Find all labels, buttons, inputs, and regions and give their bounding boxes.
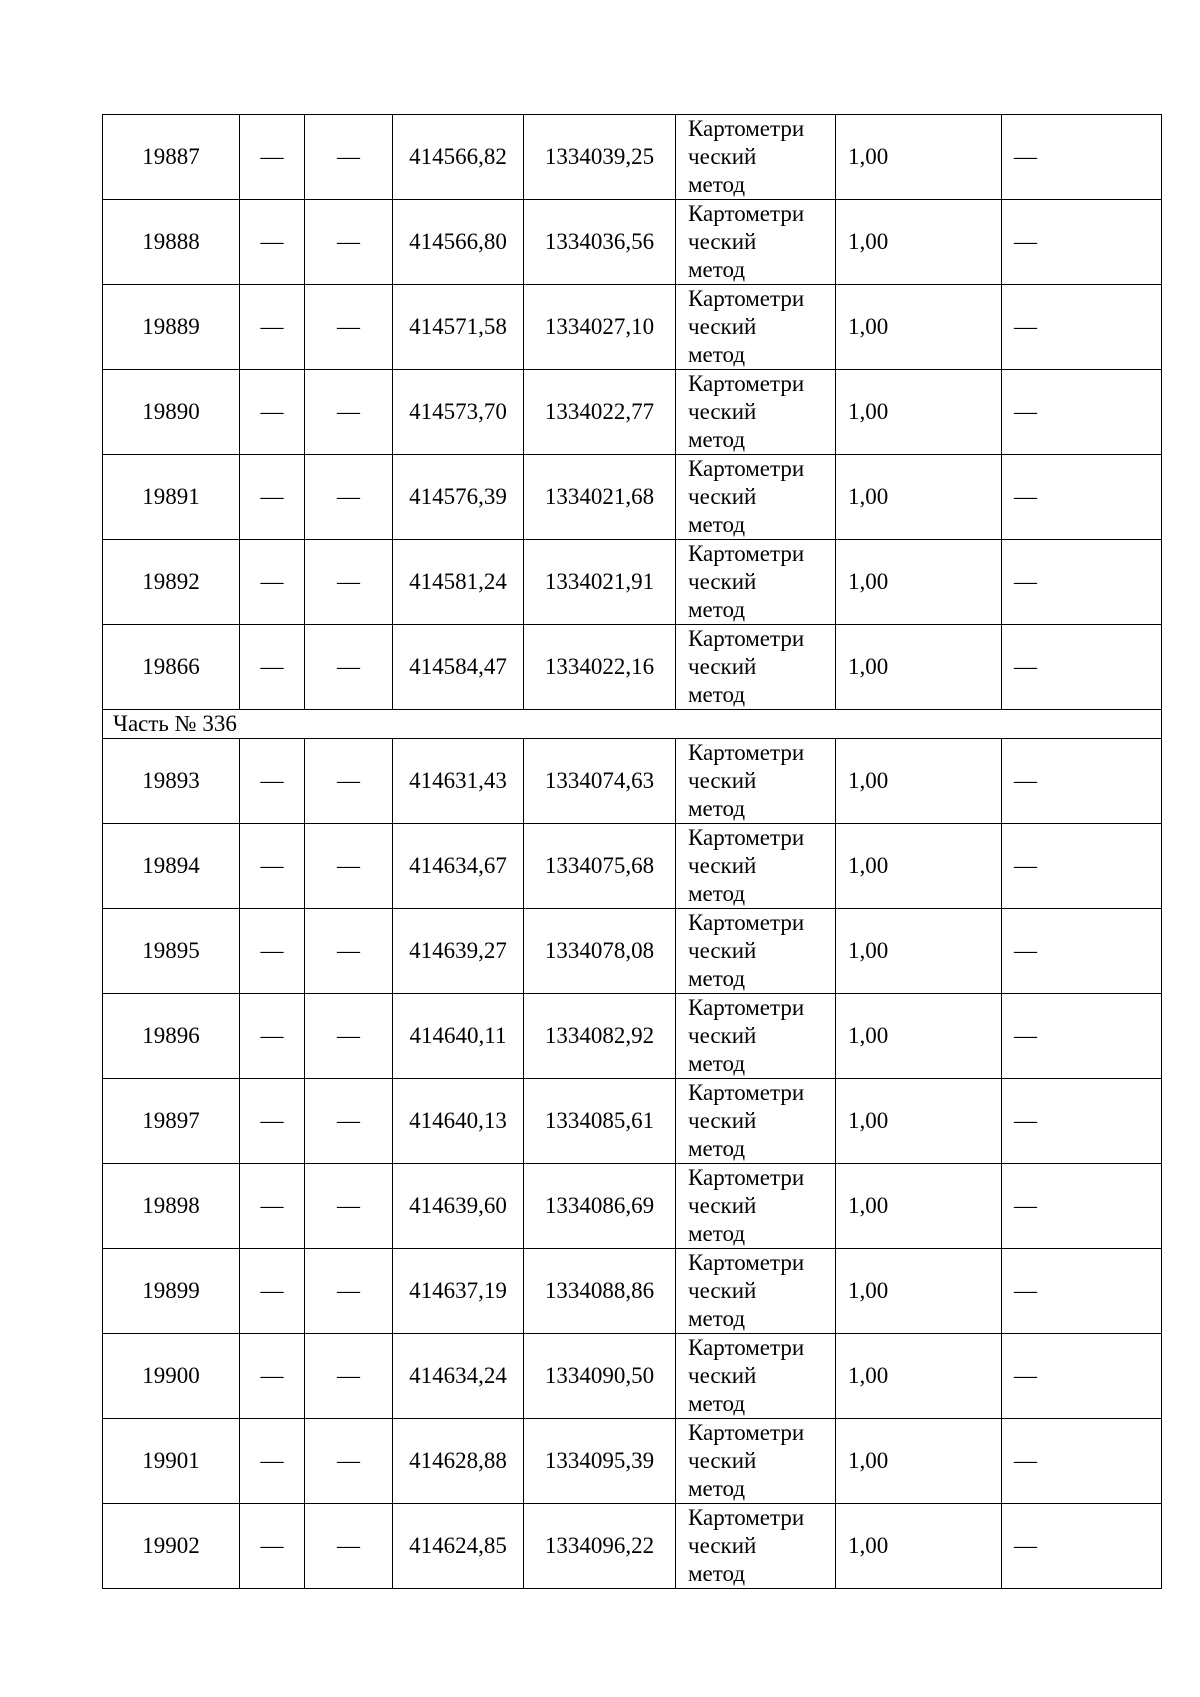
coordinates-table xyxy=(102,114,1162,1589)
y-coordinate: 1334022,77 xyxy=(524,370,676,455)
dash-cell: — xyxy=(305,1079,393,1164)
dash-cell: — xyxy=(240,994,305,1079)
dash-cell: — xyxy=(240,285,305,370)
dash-cell: — xyxy=(1002,824,1162,909)
y-coordinate: 1334021,68 xyxy=(524,455,676,540)
accuracy-value: 1,00 xyxy=(836,1079,1002,1164)
dash-cell: — xyxy=(1002,625,1162,710)
method-line: ческий xyxy=(688,399,757,424)
method-cell xyxy=(676,994,836,1079)
method-line: метод xyxy=(688,597,746,622)
accuracy-value: 1,00 xyxy=(836,1249,1002,1334)
method-line: ческий xyxy=(688,768,757,793)
accuracy-value: 1,00 xyxy=(836,909,1002,994)
dash-cell: — xyxy=(240,1164,305,1249)
dash-cell: — xyxy=(305,909,393,994)
dash-cell: — xyxy=(1002,200,1162,285)
dash-cell: — xyxy=(1002,994,1162,1079)
dash-cell: — xyxy=(305,1334,393,1419)
table-body xyxy=(103,115,1162,1589)
method-line: метод xyxy=(688,1221,746,1246)
method-line: метод xyxy=(688,881,746,906)
method-line: метод xyxy=(688,1561,746,1586)
accuracy-value: 1,00 xyxy=(836,285,1002,370)
method-cell xyxy=(676,370,836,455)
method-line: Картометри xyxy=(688,1505,805,1530)
method-line: метод xyxy=(688,172,746,197)
dash-cell: — xyxy=(305,200,393,285)
x-coordinate: 414566,80 xyxy=(393,200,524,285)
method-line: Картометри xyxy=(688,910,805,935)
method-cell xyxy=(676,1504,836,1589)
method-line: Картометри xyxy=(688,740,805,765)
y-coordinate: 1334027,10 xyxy=(524,285,676,370)
x-coordinate: 414631,43 xyxy=(393,739,524,824)
accuracy-value: 1,00 xyxy=(836,994,1002,1079)
method-line: ческий xyxy=(688,1278,757,1303)
method-line: Картометри xyxy=(688,825,805,850)
dash-cell: — xyxy=(240,455,305,540)
method-cell xyxy=(676,540,836,625)
table-row xyxy=(103,994,1162,1079)
method-line: Картометри xyxy=(688,456,805,481)
method-line: ческий xyxy=(688,1448,757,1473)
point-number: 19888 xyxy=(103,200,240,285)
table-row xyxy=(103,1249,1162,1334)
table-row xyxy=(103,739,1162,824)
dash-cell: — xyxy=(305,1419,393,1504)
method-cell xyxy=(676,909,836,994)
table-row xyxy=(103,625,1162,710)
y-coordinate: 1334090,50 xyxy=(524,1334,676,1419)
y-coordinate: 1334078,08 xyxy=(524,909,676,994)
part-title: Часть № 336 xyxy=(103,710,1162,739)
y-coordinate: 1334039,25 xyxy=(524,115,676,200)
accuracy-value: 1,00 xyxy=(836,200,1002,285)
method-cell xyxy=(676,739,836,824)
x-coordinate: 414639,27 xyxy=(393,909,524,994)
method-cell xyxy=(676,824,836,909)
method-line: Картометри xyxy=(688,626,805,651)
dash-cell: — xyxy=(1002,1164,1162,1249)
table-row xyxy=(103,1164,1162,1249)
table-row xyxy=(103,370,1162,455)
method-line: метод xyxy=(688,682,746,707)
table-row xyxy=(103,1419,1162,1504)
method-cell xyxy=(676,1164,836,1249)
y-coordinate: 1334075,68 xyxy=(524,824,676,909)
method-line: Картометри xyxy=(688,995,805,1020)
point-number: 19891 xyxy=(103,455,240,540)
accuracy-value: 1,00 xyxy=(836,1164,1002,1249)
point-number: 19898 xyxy=(103,1164,240,1249)
method-line: ческий xyxy=(688,1193,757,1218)
table-row xyxy=(103,540,1162,625)
dash-cell: — xyxy=(240,115,305,200)
y-coordinate: 1334088,86 xyxy=(524,1249,676,1334)
dash-cell: — xyxy=(240,200,305,285)
method-line: ческий xyxy=(688,314,757,339)
method-line: метод xyxy=(688,796,746,821)
dash-cell: — xyxy=(1002,1079,1162,1164)
point-number: 19901 xyxy=(103,1419,240,1504)
method-line: метод xyxy=(688,1306,746,1331)
dash-cell: — xyxy=(1002,1334,1162,1419)
method-line: Картометри xyxy=(688,1335,805,1360)
dash-cell: — xyxy=(1002,909,1162,994)
method-line: Картометри xyxy=(688,116,805,141)
accuracy-value: 1,00 xyxy=(836,1504,1002,1589)
x-coordinate: 414640,13 xyxy=(393,1079,524,1164)
point-number: 19895 xyxy=(103,909,240,994)
x-coordinate: 414581,24 xyxy=(393,540,524,625)
dash-cell: — xyxy=(240,909,305,994)
point-number: 19899 xyxy=(103,1249,240,1334)
method-line: метод xyxy=(688,966,746,991)
method-line: ческий xyxy=(688,569,757,594)
point-number: 19890 xyxy=(103,370,240,455)
y-coordinate: 1334096,22 xyxy=(524,1504,676,1589)
y-coordinate: 1334095,39 xyxy=(524,1419,676,1504)
method-line: Картометри xyxy=(688,371,805,396)
point-number: 19887 xyxy=(103,115,240,200)
accuracy-value: 1,00 xyxy=(836,115,1002,200)
method-line: Картометри xyxy=(688,201,805,226)
dash-cell: — xyxy=(305,739,393,824)
x-coordinate: 414576,39 xyxy=(393,455,524,540)
method-line: ческий xyxy=(688,144,757,169)
method-cell xyxy=(676,285,836,370)
method-line: метод xyxy=(688,1136,746,1161)
method-cell xyxy=(676,1079,836,1164)
accuracy-value: 1,00 xyxy=(836,1334,1002,1419)
method-line: ческий xyxy=(688,229,757,254)
dash-cell: — xyxy=(1002,1419,1162,1504)
method-line: метод xyxy=(688,257,746,282)
dash-cell: — xyxy=(305,824,393,909)
table-row xyxy=(103,824,1162,909)
dash-cell: — xyxy=(240,1504,305,1589)
dash-cell: — xyxy=(305,285,393,370)
point-number: 19897 xyxy=(103,1079,240,1164)
x-coordinate: 414571,58 xyxy=(393,285,524,370)
dash-cell: — xyxy=(1002,739,1162,824)
y-coordinate: 1334085,61 xyxy=(524,1079,676,1164)
method-cell xyxy=(676,1419,836,1504)
method-line: ческий xyxy=(688,853,757,878)
method-line: ческий xyxy=(688,484,757,509)
point-number: 19892 xyxy=(103,540,240,625)
method-line: Картометри xyxy=(688,1420,805,1445)
dash-cell: — xyxy=(305,1249,393,1334)
method-cell xyxy=(676,1249,836,1334)
method-line: Картометри xyxy=(688,1250,805,1275)
table-row xyxy=(103,285,1162,370)
y-coordinate: 1334036,56 xyxy=(524,200,676,285)
table-row xyxy=(103,1079,1162,1164)
accuracy-value: 1,00 xyxy=(836,1419,1002,1504)
method-line: ческий xyxy=(688,1363,757,1388)
point-number: 19902 xyxy=(103,1504,240,1589)
y-coordinate: 1334082,92 xyxy=(524,994,676,1079)
dash-cell: — xyxy=(1002,370,1162,455)
method-line: Картометри xyxy=(688,1165,805,1190)
method-line: ческий xyxy=(688,654,757,679)
table-row xyxy=(103,1334,1162,1419)
point-number: 19889 xyxy=(103,285,240,370)
point-number: 19896 xyxy=(103,994,240,1079)
y-coordinate: 1334074,63 xyxy=(524,739,676,824)
method-line: Картометри xyxy=(688,541,805,566)
dash-cell: — xyxy=(305,625,393,710)
point-number: 19866 xyxy=(103,625,240,710)
point-number: 19893 xyxy=(103,739,240,824)
accuracy-value: 1,00 xyxy=(836,824,1002,909)
method-line: метод xyxy=(688,342,746,367)
dash-cell: — xyxy=(1002,455,1162,540)
method-cell xyxy=(676,1334,836,1419)
x-coordinate: 414628,88 xyxy=(393,1419,524,1504)
accuracy-value: 1,00 xyxy=(836,455,1002,540)
dash-cell: — xyxy=(305,1164,393,1249)
dash-cell: — xyxy=(240,739,305,824)
method-line: ческий xyxy=(688,1108,757,1133)
part-header-row xyxy=(103,710,1162,739)
table-row xyxy=(103,1504,1162,1589)
x-coordinate: 414624,85 xyxy=(393,1504,524,1589)
dash-cell: — xyxy=(305,455,393,540)
dash-cell: — xyxy=(1002,1249,1162,1334)
dash-cell: — xyxy=(305,994,393,1079)
method-cell xyxy=(676,455,836,540)
x-coordinate: 414639,60 xyxy=(393,1164,524,1249)
dash-cell: — xyxy=(305,1504,393,1589)
table-row xyxy=(103,909,1162,994)
dash-cell: — xyxy=(1002,115,1162,200)
method-line: ческий xyxy=(688,938,757,963)
method-cell xyxy=(676,200,836,285)
table-row xyxy=(103,455,1162,540)
method-line: Картометри xyxy=(688,1080,805,1105)
y-coordinate: 1334086,69 xyxy=(524,1164,676,1249)
dash-cell: — xyxy=(305,540,393,625)
dash-cell: — xyxy=(240,540,305,625)
method-line: метод xyxy=(688,427,746,452)
method-line: метод xyxy=(688,512,746,537)
dash-cell: — xyxy=(240,824,305,909)
dash-cell: — xyxy=(305,115,393,200)
dash-cell: — xyxy=(240,625,305,710)
table-row xyxy=(103,115,1162,200)
method-line: ческий xyxy=(688,1023,757,1048)
method-cell xyxy=(676,625,836,710)
point-number: 19900 xyxy=(103,1334,240,1419)
x-coordinate: 414634,24 xyxy=(393,1334,524,1419)
x-coordinate: 414573,70 xyxy=(393,370,524,455)
dash-cell: — xyxy=(240,1249,305,1334)
dash-cell: — xyxy=(240,1079,305,1164)
dash-cell: — xyxy=(240,1419,305,1504)
method-line: метод xyxy=(688,1391,746,1416)
x-coordinate: 414566,82 xyxy=(393,115,524,200)
method-line: метод xyxy=(688,1051,746,1076)
dash-cell: — xyxy=(240,1334,305,1419)
dash-cell: — xyxy=(240,370,305,455)
x-coordinate: 414634,67 xyxy=(393,824,524,909)
method-cell xyxy=(676,115,836,200)
y-coordinate: 1334021,91 xyxy=(524,540,676,625)
accuracy-value: 1,00 xyxy=(836,370,1002,455)
x-coordinate: 414637,19 xyxy=(393,1249,524,1334)
method-line: ческий xyxy=(688,1533,757,1558)
dash-cell: — xyxy=(1002,540,1162,625)
x-coordinate: 414640,11 xyxy=(393,994,524,1079)
dash-cell: — xyxy=(1002,1504,1162,1589)
x-coordinate: 414584,47 xyxy=(393,625,524,710)
accuracy-value: 1,00 xyxy=(836,739,1002,824)
y-coordinate: 1334022,16 xyxy=(524,625,676,710)
method-line: Картометри xyxy=(688,286,805,311)
dash-cell: — xyxy=(1002,285,1162,370)
point-number: 19894 xyxy=(103,824,240,909)
method-line: метод xyxy=(688,1476,746,1501)
table-row xyxy=(103,200,1162,285)
accuracy-value: 1,00 xyxy=(836,625,1002,710)
accuracy-value: 1,00 xyxy=(836,540,1002,625)
dash-cell: — xyxy=(305,370,393,455)
